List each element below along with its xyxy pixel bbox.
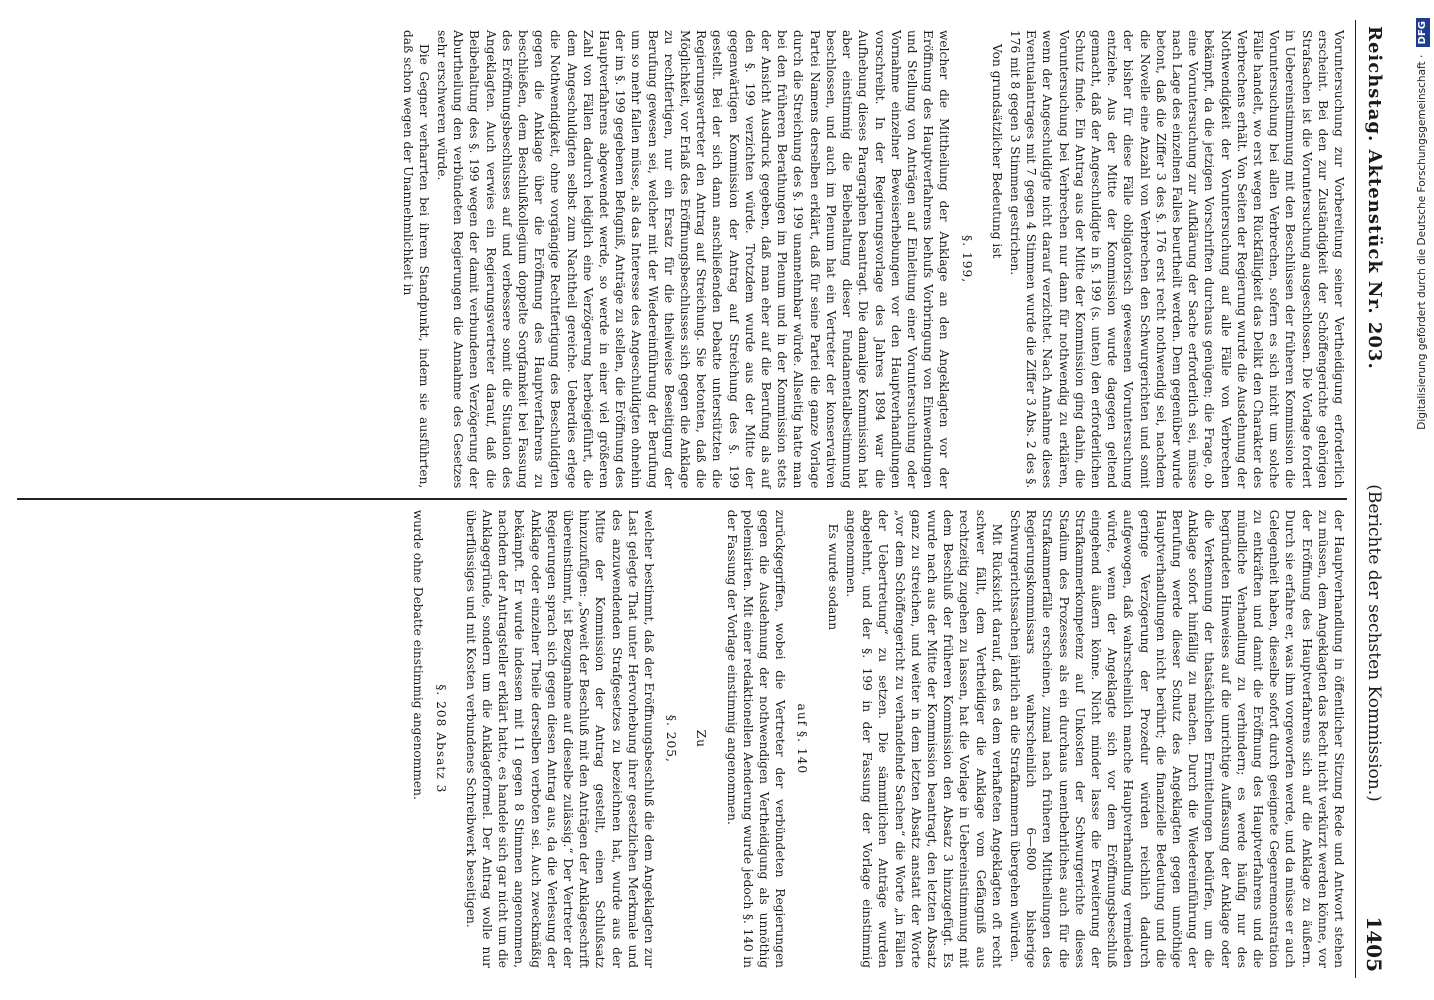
paragraph: Von grundsätzlicher Bedeutung ist <box>989 44 1004 259</box>
section-heading: §. 208 Absatz 3 <box>433 684 448 794</box>
paragraph: welcher bestimmt, daß der Eröffnungsbeschluß die dem Angeklagten zur Last gelegte That unter Hervorhebung ihrer gesetzlichen Merkmale und des anzuwendenden Strafgesetzes zu bezeichnen hat, wurde aus der Mitte der Kommission der Antrag gestellt, einen Schlußsatz hinzuzufügen: „Soweit der Beschluß mit den Anträgen der Anklageschrift übereinstimmt, ist Bezugnahme auf dieselbe zulässig.“ Der Vertreter der Regierungen sprach sich gegen diesen Antrag aus, da die Verlesung der Anklage oder einzelner Theile derselben verboten sei. Auch zweckmäßig bekämpft. Er wurde indessen mit 11 gegen 8 Stimmen angenommen, nachdem der Antragsteller erklärt hatte, es handele sich gar nicht um die Anklagegründe, sondern um die Anklageformel. Der Antrag wolle nur überflüssiges und mit Kosten verbundenes Schreibwerk beseitigen. <box>463 509 657 969</box>
paragraph: Mit Rücksicht darauf, daß es dem verhafteten Angeklagten oft recht schwer fällt, dem Vertheidiger die Anklage vom Gefängniß aus rechtzeitig zugehen zu lassen, hat die Vorlage in Uebereinstimmung mit dem Beschluß der früheren Kommission den Absatz 3 hinzugefügt. Es wurde nach aus der Mitte der Kommission beantragt, den letzten Absatz ganz zu streichen, und weiter in dem letzten Absatz anstatt der Worte „vor dem Schöffengericht zu verhandelnde Sachen“ die Worte „in Fällen der Uebertretung“ zu setzen. Die sämmtlichen Anträge wurden abgelehnt, und der §. 199 in der Fassung der Vorlage einstimmig angenommen. <box>843 509 1004 969</box>
section-heading-zu: Zu <box>694 729 709 749</box>
paragraph: Die Gegner verharrten bei ihrem Standpunkt, indem sie ausführten, daß schon wegen der Unannehmlichkeit in <box>400 30 431 489</box>
page-header <box>1355 20 1392 978</box>
paragraph: welcher die Mittheilung der Anklage an den Angeklagten vor der Eröffnung des Hauptverfahrens behufs Vorbringung von Einwendungen und Stellung von Anträgen auf Einleitung einer Voruntersuchung oder Vornahme einzelner Beweiserhebungen vor den Hauptverhandlungen vorschreibt. In der Regierungsvorlage des Jahres 1894 war die Aufhebung dieses Paragraphen beantragt. Die damalige Kommission hat aber einstimmig die Beibehaltung dieser Fundamentalbestimmung beschlossen, und auch im Plenum hat ein Vertreter der konservativen Partei Namens derselben erklärt, daß für seine Partei die ganze Vorlage durch die Streichung des §. 199 unannehmbar würde. Allseitig hatte man bei den früheren Berathungen im Plenum und in der Kommission stets der Ansicht Ausdruck gegeben, daß man eher auf die Berufung als auf den §. 199 verzichten würde. Trotzdem wurde aus der Mitte der gegenwärtigen Kommission der Antrag auf Streichung des §. 199 gestellt. Bei der sich dann anschließenden Debatte unterstützten die Regierungsvertreter den Antrag auf Streichung. Sie betonten, daß die Möglichkeit, vor Erlaß des Eröffnungsbeschlusses sich gegen die Anklage zu rechtfertigen, nur ein Ersatz für die theilweise Beseitigung der Berufung gewesen sei, welcher mit der Wiedereinführung der Berufung um so mehr fallen müsse, als das Interesse des Angeschuldigten ohnehin der im §. 199 gegebenen Befugniß, Anträge zu stellen, die Eröffnung des Hauptverfahrens abgewendet werde, so werde in einer viel größeren Zahl von Fällen dadurch lediglich eine Verzögerung herbeigeführt, die dem Angeschuldigten selbst zum Nachtheil gereiche. Ueberdies erlege die Nothwendigkeit, ohne vorgängige Rechtfertigung des Beschuldigten gegen die Anklage über die Eröffnung des Hauptverfahrens zu beschließen, dem Beschlußkollegium doppelte Sorgfamkeit bei Fassung des Eröffnungsbeschlusses auf und verbessere somit die Situation des Angeklagten. Auch verwies ein Regierungsvertreter darauf, daß die Beibehaltung des §. 199 wegen der damit verbundenen Verzögerung der Aburtheilung den verbündeten Regierungen die Annahme des Gesetzes sehr erschweren würde. <box>435 30 952 489</box>
paragraph: der Hauptverhandlung in öffentlicher Sitzung Rede und Antwort stehen zu müssen, dem Angeklagten das Recht nicht verkürzt werden könne, vor der Eröffnung des Hauptverfahrens sich auf die Anklage zu äußern. Durch sie erfahre er, was ihm vorgeworfen werde, und da müsse er auch Gelegenheit haben, dieselbe sofort durch geeignete Gegenremonstration zu entkräften und damit die Eröffnung des Hauptverfahrens und die mündliche Verhandlung zu verhindern; es werde häufig nur des begründeten Hinweises auf die unrichtige Auffassung der Anklage oder die Verkennung der thatsächlichen Ermittelungen bedürfen, um die Anklage sofort hinfällig zu machen. Durch die Wiedereinführung der Berufung werde dieser Schutz des Angeklagten gegen unnöthige Hauptverhandlungen nicht berührt; die finanzielle Bedeutung und die geringe Verzögerung der Prozedur würden reichlich dadurch aufgewogen, daß wahrscheinlich manche Hauptverhandlung vermieden würde, wenn der Angeklagte sich vor dem Eröffnungsbeschluß eingehend äußern könne. Nicht minder lasse die Erweiterung der Strafkammerkompetenz auf Unkosten der Schwurgerichte dieses Stadium des Prozesses als ein durchaus unentbehrliches auch für die Strafkammerfälle erscheinen, zumal nach früheren Mittheilungen des Regierungskommissars wahrscheinlich 6—800 bisherige Schwurgerichtssachen jährlich an die Strafkammern übergehen würden. <box>1007 509 1346 969</box>
text-columns <box>17 20 1347 978</box>
section-heading: auf §. 140 <box>795 703 810 775</box>
paragraph: Voruntersuchung zur Vorbereitung seiner Vertheidigung erforderlich erscheint. Bei den zur Zuständigkeit der Schöffengerichte gehörigen Strafsachen ist die Voruntersuchung ausgeschlossen. Die Vorlage fordert in Uebereinstimmung mit den Beschlüssen der früheren Kommission die Voruntersuchung bei allen Verbrechen, sofern es sich nicht um solche Fälle handelt, wo erst wegen Rückfälligkeit das Delikt den Charakter des Verbrechens erhält. Von Seiten der Regierung wurde die Ausdehnung der Nothwendigkeit der Voruntersuchung auf alle Fälle von Verbrechen bekämpft, da die jetzigen Vorschriften durchaus genügen; die Frage, ob eine Voruntersuchung zur Aufklärung der Sache erforderlich sei, müsse nach Lage des einzelnen Falles beurtheilt werden. Dem gegenüber wurde betont, daß die Ziffer 3 des §. 176 erst recht nothwendig sei, nachdem die Novelle eine Anzahl von Verbrechen den Schwurgerichten und somit der bisher für diese Fälle obligatorisch gewesenen Voruntersuchung entziehe. Aus der Mitte der Kommission wurde dagegen geltend gemacht, daß der Angeschuldigte in §. 199 (s. unten) den erforderlichen Schutz finde. Ein Antrag aus der Mitte der Kommission ging dahin, die Voruntersuchung bei Verbrechen nur dann für nothwendig zu erklären, wenn der Angeschuldigte nicht darauf verzichtet. Nach Annahme dieses Eventualantrages mit 7 gegen 4 Stimmen wurde die Ziffer 3 Abs. 2 des §. 176 mit 8 gegen 3 Stimmen gestrichen. <box>1007 30 1346 489</box>
dfg-logo: DFG <box>1416 18 1430 47</box>
header-center: (Berichte der sechsten Kommission.) <box>1364 484 1385 802</box>
paragraph: zurückgegriffen, wobei die Vertreter der verbündeten Regierungen gegen die Ausdehnung der nothwendigen Vertheidigung als unnöthig polemisirten. Mit einer redaktionellen Aenderung wurde jedoch §. 140 in der Fassung der Vorlage einstimmig angenommen. <box>724 509 788 969</box>
header-left: Reichstag. Aktenstück Nr. 203. <box>1364 26 1386 370</box>
paragraph: wurde ohne Debatte einstimmig angenommen. <box>411 509 426 800</box>
column-left <box>17 20 1347 498</box>
funding-note: Digitalisierung gefördert durch die Deutsche Forschungsgemeinschaft · <box>1416 54 1428 430</box>
section-heading: §. 199, <box>959 235 974 284</box>
paragraph: Es wurde sodann <box>825 523 840 631</box>
section-heading: §. 205, <box>664 714 679 763</box>
page-number: 1405 <box>1362 916 1387 972</box>
side-note <box>1412 10 1432 990</box>
column-right <box>17 500 1347 978</box>
